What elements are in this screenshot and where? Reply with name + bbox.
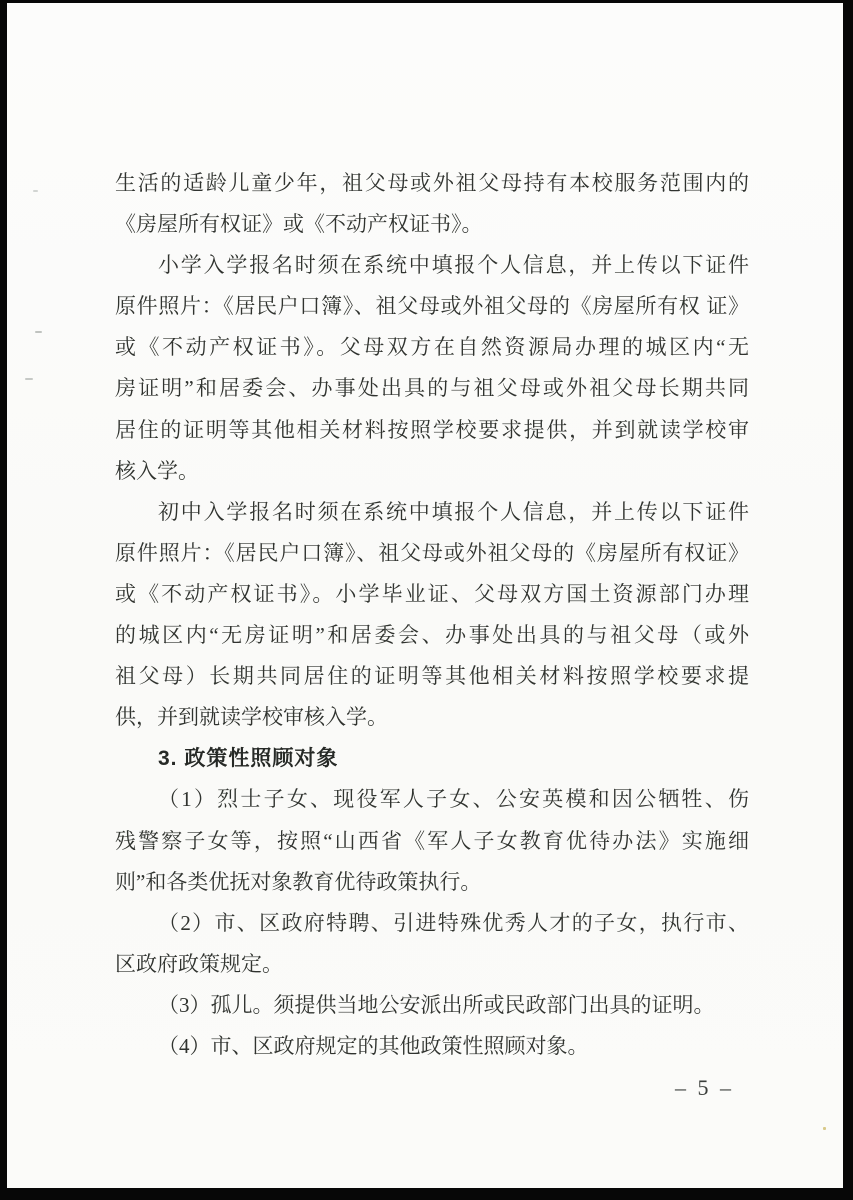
- text-line: 的城区内“无房证明”和居委会、办事处出具的与祖父母（或外: [115, 623, 749, 648]
- text-block: [115, 163, 749, 1067]
- text-line: 原件照片：《居民户口簿》、祖父母或外祖父母的《房屋所有权 证》: [115, 294, 749, 319]
- text-line: 生活的适龄儿童少年，祖父母或外祖父母持有本校服务范围内的: [115, 171, 749, 195]
- scan-speck: [33, 190, 38, 192]
- text-line: （2）市、区政府特聘、引进特殊优秀人才的子女，执行市、: [158, 910, 749, 935]
- section-heading: 3. 政策性照顾对象: [158, 747, 339, 771]
- text-line: 小学入学报名时须在系统中填报个人信息，并上传以下证件: [158, 253, 749, 278]
- scan-speck: [823, 1127, 826, 1130]
- text-line: 供，并到就读学校审核入学。: [115, 705, 388, 730]
- page-number: – 5 –: [675, 1075, 734, 1100]
- text-line: （3）孤儿。须提供当地公安派出所或民政部门出具的证明。: [158, 992, 715, 1017]
- text-line: 祖父母）长期共同居住的证明等其他相关材料按照学校要求提: [115, 664, 749, 689]
- text-line: 原件照片：《居民户口簿》、祖父母或外祖父母的《房屋所有权证》: [115, 540, 749, 565]
- page-sheet: [7, 3, 843, 1188]
- text-line: 区政府政策规定。: [115, 951, 283, 976]
- text-line: （1）烈士子女、现役军人子女、公安英模和因公牺牲、伤: [158, 787, 749, 812]
- scan-speck: [35, 331, 42, 333]
- text-line: （4）市、区政府规定的其他政策性照顾对象。: [158, 1033, 589, 1058]
- text-line: 残警察子女等，按照“山西省《军人子女教育优待办法》实施细: [115, 828, 749, 853]
- text-line: 核入学。: [115, 458, 199, 483]
- text-line: 居住的证明等其他相关材料按照学校要求提供，并到就读学校审: [115, 417, 749, 442]
- text-line: 则”和各类优抚对象教育优待政策执行。: [115, 869, 482, 894]
- text-line: 或《不动产权证书》。父母双方在自然资源局办理的城区内“无: [115, 335, 749, 360]
- text-line: 或《不动产权证书》。小学毕业证、父母双方国土资源部门办理: [115, 581, 749, 606]
- scan-speck: [25, 378, 33, 380]
- text-line: 《房屋所有权证》或《不动产权证书》。: [115, 212, 483, 237]
- text-line: 房证明”和居委会、办事处出具的与祖父母或外祖父母长期共同: [115, 376, 749, 401]
- text-line: 初中入学报名时须在系统中填报个人信息，并上传以下证件: [158, 499, 749, 524]
